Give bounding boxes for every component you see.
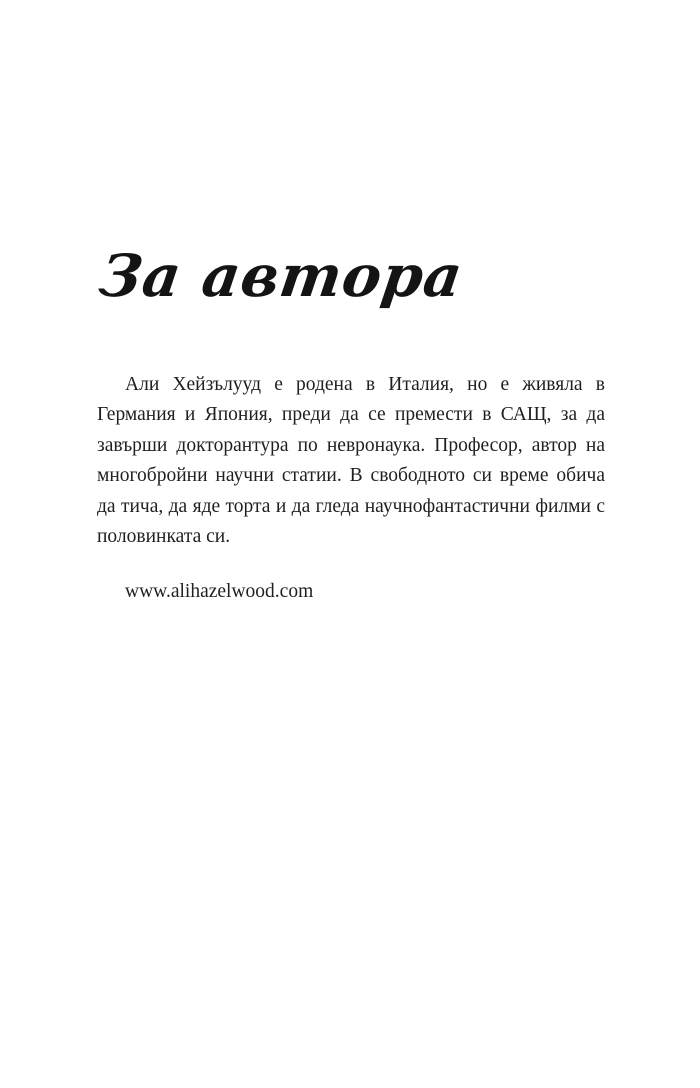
- author-bio-paragraph: Али Хейзълууд е родена в Италия, но е живяла в Германия и Япония, преди да се премести в САЩ, за да завърши докторантура по невронаука. Професор, автор на многобройни научни статии. В свободното си време обича да тича, да яде торта и да гледа научнофантастични филми с половинката си.: [97, 374, 605, 548]
- page-heading: За автора: [95, 242, 468, 310]
- author-website: www.alihazelwood.com: [125, 581, 314, 602]
